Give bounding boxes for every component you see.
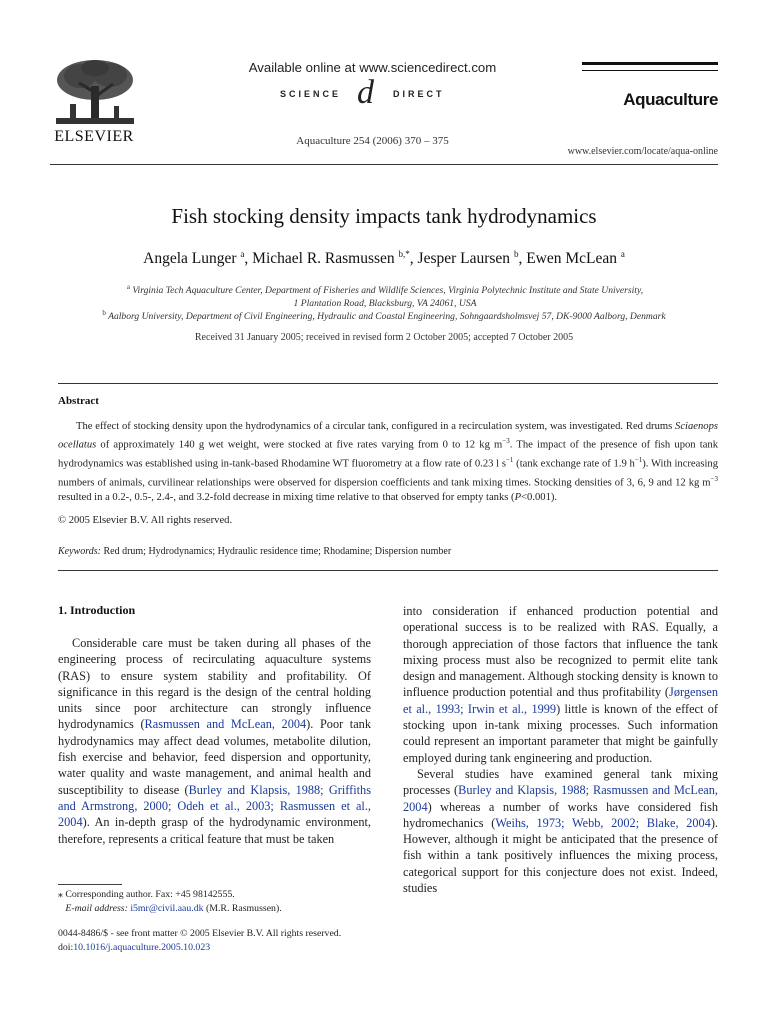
article-title: Fish stocking density impacts tank hydrodynamics: [171, 204, 597, 228]
p-value-symbol: P: [514, 492, 522, 504]
author-name: Ewen McLean: [526, 250, 617, 268]
sciencedirect-logo: [280, 74, 470, 112]
abstract-rule-bottom: [58, 570, 718, 571]
body-text: ) little is known of the effect of stocking upon in-tank mixing processes. Such information could represent an important parameter that might be gainfully employed during tank engineering and production.: [403, 701, 718, 765]
affiliation-b-line: Aalborg University, Department of Civil Engineering, Hydraulic and Coastal Engineering, Sohngaardsholmsvej 57, DK-9000 Aalborg, Denmark: [108, 311, 666, 323]
abstract-text: [58, 419, 718, 506]
abstract-heading: Abstract: [58, 395, 99, 407]
intro-paragraph: [403, 603, 718, 766]
journal-url[interactable]: www.elsevier.com/locate/aqua-online: [567, 146, 718, 157]
affiliation-a-line2: 1 Plantation Road, Blacksburg, VA 24061, USA: [293, 298, 477, 310]
email-link[interactable]: i5mr@civil.aau.dk: [130, 902, 204, 914]
citation-link[interactable]: Burley and Klapsis, 1988; Griffiths and Armstrong, 2000; Odeh et al., 2003; Rasmussen et al., 2004: [58, 782, 371, 830]
header-divider: [50, 164, 718, 165]
citation-link[interactable]: Rasmussen and McLean, 2004: [144, 717, 307, 732]
author-list: Angela Lunger $^a$, Michael R. Rasmussen $^{b,*}$, Jesper Laursen $^b$, Ewen McLean $^a$: [143, 249, 625, 268]
body-text: into consideration if enhanced production potential and operational success is to be realized with RAS. Equally, a thorough appreciation of those factors that influence the tank mixing process must also be recognized to permit elite tank design and management. Although stocking density is known to influence production potential and thus profitability (: [403, 604, 718, 700]
corresponding-author-footnote: [58, 888, 378, 915]
doi-label: doi:: [58, 941, 74, 953]
body-text: ). Poor tank hydrodynamics may affect dead volumes, metabolite dilution, fish exercise and behavior, feed dispersion and opportunity, water quality and waste management, and animal health and susceptibility to disease (: [58, 717, 371, 797]
abstract-rule-top: [58, 383, 718, 384]
exponent: −3: [710, 474, 718, 483]
species-name: Sciaenops ocellatus: [58, 421, 718, 451]
affiliation-b: [50, 309, 718, 322]
body-text: ) whereas a number of works have considered fish hydromechanics (: [403, 799, 718, 830]
email-label: E-mail address:: [65, 902, 128, 914]
sd-direct-text: DIRECT: [393, 89, 445, 99]
affiliation-a-line1: Virginia Tech Aquaculture Center, Department of Fisheries and Wildlife Sciences, Virginia Polytechnic Institute and State University,: [132, 285, 644, 297]
citation-link[interactable]: Jørgensen et al., 1993; Irwin et al., 1999: [403, 685, 718, 716]
footnote-rule: [58, 884, 122, 885]
abstract-segment: The effect of stocking density upon the hydrodynamics of a circular tank, configured in a recirculation system, was investigated. Red drums: [76, 421, 676, 432]
author-name: Jesper Laursen: [417, 250, 511, 268]
affiliation-mark: a: [126, 283, 130, 291]
section-heading: 1. Introduction: [58, 603, 136, 617]
body-text: ). An in-depth grasp of the hydrodynamic environment, therefore, represents a critical feature that must be taken: [58, 815, 371, 846]
abstract-segment: ). With increasing numbers of animals, curvilinear relationships were observed for dispersion coefficients and tank mixing times. Stocking densities of 3, 6, 9 and 12 kg m: [58, 458, 718, 489]
corresponding-mark: ⁎: [58, 889, 63, 900]
body-text: ). However, although it might be anticipated that the presence of fish within a tank positively influences the mixing process, categorical support for this conjecture does not exist. Indeed, studies: [403, 815, 718, 896]
abstract-segment: . The impact of the presence of fish upon tank hydrodynamics was established using in-tank-based Rhodamine WT fluorometry at a flow rate of 0.23 l s: [58, 439, 718, 470]
email-owner: (M.R. Rasmussen).: [203, 902, 282, 914]
issn-doi-block: [58, 927, 458, 954]
author-affiliation-mark[interactable]: b,*: [398, 249, 410, 259]
issn-line: 0044-8486/$ - see front matter © 2005 Elsevier B.V. All rights reserved.: [58, 928, 342, 939]
journal-rule-second: [582, 70, 718, 71]
author-affiliation-mark: b: [513, 249, 519, 259]
affiliation-mark: b: [102, 309, 106, 317]
corresponding-text: Corresponding author. Fax: +45 98142555.: [62, 889, 235, 900]
journal-name: Aquaculture: [623, 90, 718, 109]
exponent: −1: [505, 455, 514, 464]
keywords-label: Keywords:: [58, 546, 101, 557]
citation-link[interactable]: Weihs, 1973; Webb, 2002; Blake, 2004: [495, 815, 711, 830]
author-name: Michael R. Rasmussen: [252, 250, 395, 268]
author-name: Angela Lunger: [143, 250, 237, 268]
exponent: −1: [634, 455, 643, 464]
received-dates: Received 31 January 2005; received in revised form 2 October 2005; accepted 7 October 2005: [194, 332, 574, 343]
doi-link[interactable]: 10.1016/j.aquaculture.2005.10.023: [73, 941, 211, 953]
journal-rule-top: [582, 62, 718, 65]
abstract-segment: <0.001).: [521, 492, 558, 504]
body-text: Several studies have examined general tank mixing processes (: [403, 766, 718, 798]
intro-paragraph: [58, 635, 371, 847]
available-online-text[interactable]: Available online at www.sciencedirect.com: [248, 60, 497, 75]
intro-paragraph: [403, 766, 718, 896]
tree-icon: [50, 58, 140, 130]
right-column: [403, 603, 718, 896]
body-text: Considerable care must be taken during all phases of the engineering process of recirculating aquaculture systems (RAS) to ensure system stability and profitability. Of significance in this regard is the design of the central holding units since poor architecture can strongly influence hydrodynamics (: [58, 636, 371, 732]
citation-link[interactable]: Burley and Klapsis, 1988; Rasmussen and McLean, 2004: [403, 783, 718, 814]
keywords: [58, 546, 451, 557]
journal-citation: Aquaculture 254 (2006) 370 – 375: [296, 135, 449, 147]
publisher-name: ELSEVIER: [54, 128, 134, 145]
left-column: [58, 635, 371, 847]
abstract-segment: resulted in a 0.2-, 0.5-, 2.4-, and 3.2-fold decrease in mixing time relative to that observed for empty tanks (: [58, 492, 515, 504]
sd-science-text: SCIENCE: [280, 89, 342, 99]
author-affiliation-mark: a: [240, 249, 245, 259]
keywords-list: Red drum; Hydrodynamics; Hydraulic residence time; Rhodamine; Dispersion number: [103, 546, 452, 557]
abstract-segment: (tank exchange rate of 1.9 h: [513, 458, 635, 470]
abstract-segment: of approximately 140 g wet weight, were stocked at five rates varying from 0 to 12 kg m: [96, 439, 503, 451]
abstract-copyright: © 2005 Elsevier B.V. All rights reserved.: [58, 515, 233, 526]
exponent: −3: [502, 437, 510, 446]
sd-at-symbol: d: [357, 74, 374, 111]
affiliation-a: [60, 281, 710, 310]
author-affiliation-mark: a: [620, 249, 625, 259]
